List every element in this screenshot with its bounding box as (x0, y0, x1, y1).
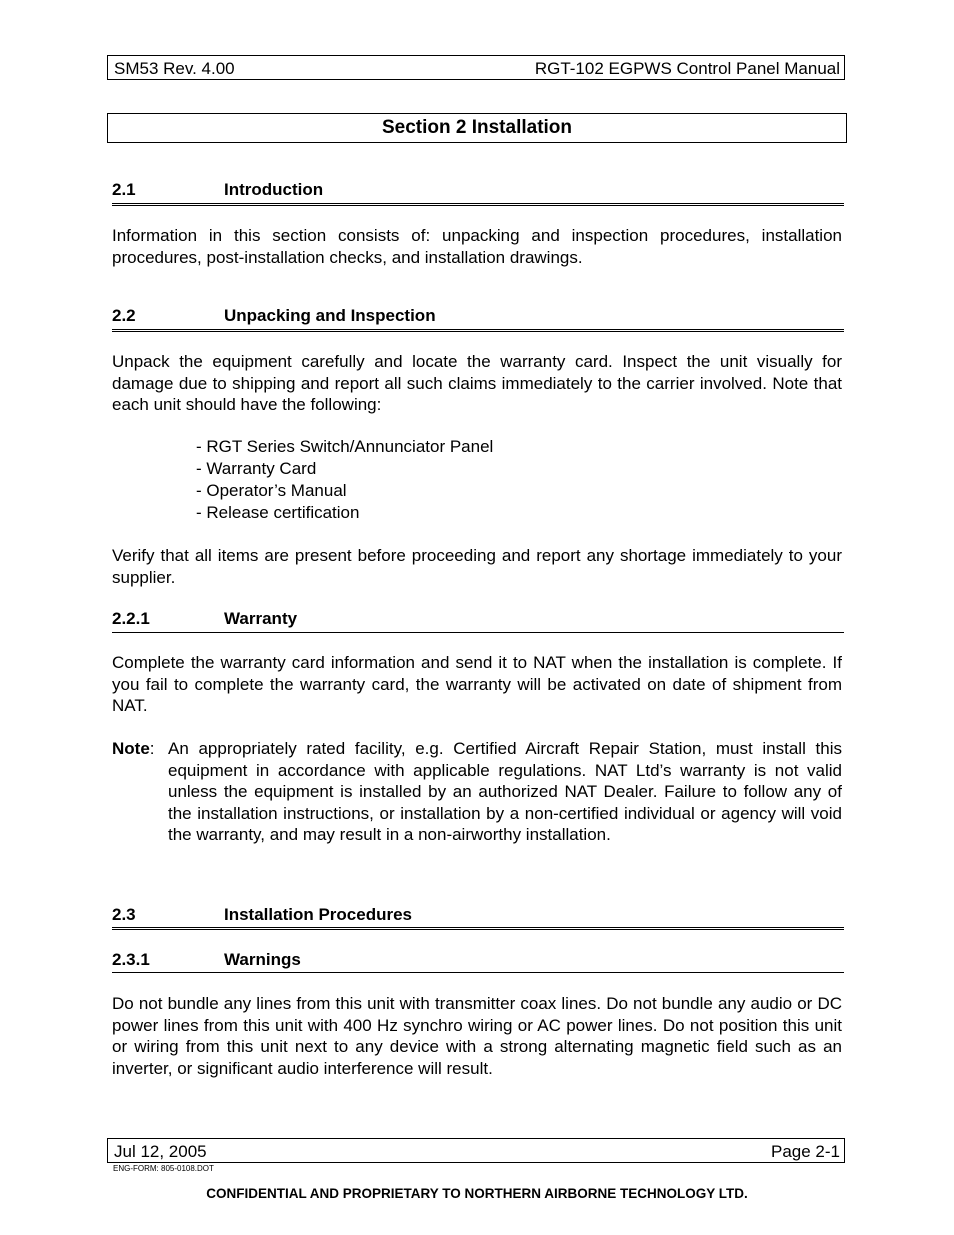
heading-number: 2.2 (112, 306, 136, 325)
verify-paragraph: Verify that all items are present before proceeding and report any shortage immediately to your supplier. (112, 546, 842, 587)
list-item: - Warranty Card (196, 459, 317, 478)
page-footer (107, 1138, 845, 1163)
heading-text: Installation Procedures (224, 905, 412, 924)
page-header (107, 55, 845, 80)
document-id: SM53 Rev. 4.00 (114, 59, 235, 78)
unpacking-paragraph: Unpack the equipment carefully and locate the warranty card. Inspect the unit visually for damage due to shipping and report all such claims immediately to the carrier involved. Note that each unit should have the following: (112, 352, 842, 415)
heading-number: 2.3.1 (112, 950, 150, 969)
heading-rule (112, 632, 844, 633)
section-title-box (107, 113, 847, 143)
document-title: RGT-102 EGPWS Control Panel Manual (534, 59, 840, 78)
list-item: - Release certification (196, 503, 360, 522)
list-item: - RGT Series Switch/Annunciator Panel (196, 437, 494, 456)
heading-number: 2.1 (112, 180, 136, 199)
heading-text: Unpacking and Inspection (224, 306, 436, 325)
introduction-paragraph: Information in this section consists of: unpacking and inspection procedures, installation procedures, post-installation checks, and installation drawings. (112, 226, 842, 267)
heading-number: 2.2.1 (112, 609, 150, 628)
confidential-notice: CONFIDENTIAL AND PROPRIETARY TO NORTHERN AIRBORNE TECHNOLOGY LTD. (206, 1186, 748, 1201)
list-item: - Operator’s Manual (196, 481, 347, 500)
heading-text: Introduction (224, 180, 324, 199)
heading-number: 2.3 (112, 905, 136, 924)
heading-text: Warnings (224, 950, 301, 969)
note-colon: : (149, 739, 155, 758)
note-text: An appropriately rated facility, e.g. Certified Aircraft Repair Station, must install this equipment in accordance with applicable regulations. NAT Ltd’s warranty is not valid unless the equipment is installed by an authorized NAT Dealer. Failure to follow any of the installation instructions, or installation by a non-certified individual or agency will void the warranty, and may result in a non-airworthy installation. (168, 739, 842, 845)
note-label (112, 738, 155, 760)
section-title: Section 2 Installation (381, 117, 573, 138)
form-id: ENG-FORM: 805-0108.DOT (113, 1164, 214, 1173)
footer-date: Jul 12, 2005 (114, 1142, 207, 1161)
heading-rule (112, 329, 844, 332)
heading-rule (112, 203, 844, 206)
heading-rule (112, 927, 844, 930)
warranty-paragraph: Complete the warranty card information and send it to NAT when the installation is complete. If you fail to complete the warranty card, the warranty will be activated on date of shipment from NAT. (112, 653, 842, 716)
note-label-text: Note (112, 739, 150, 758)
page-number: Page 2-1 (771, 1142, 840, 1161)
heading-text: Warranty (224, 609, 298, 628)
heading-rule (112, 972, 844, 973)
warnings-paragraph: Do not bundle any lines from this unit with transmitter coax lines. Do not bundle any audio or DC power lines from this unit with 400 Hz synchro wiring or AC power lines. Do not position this unit or wiring from this unit next to any device with a strong alternating magnetic field such as an inverter, or significant audio interference will result. (112, 994, 842, 1078)
